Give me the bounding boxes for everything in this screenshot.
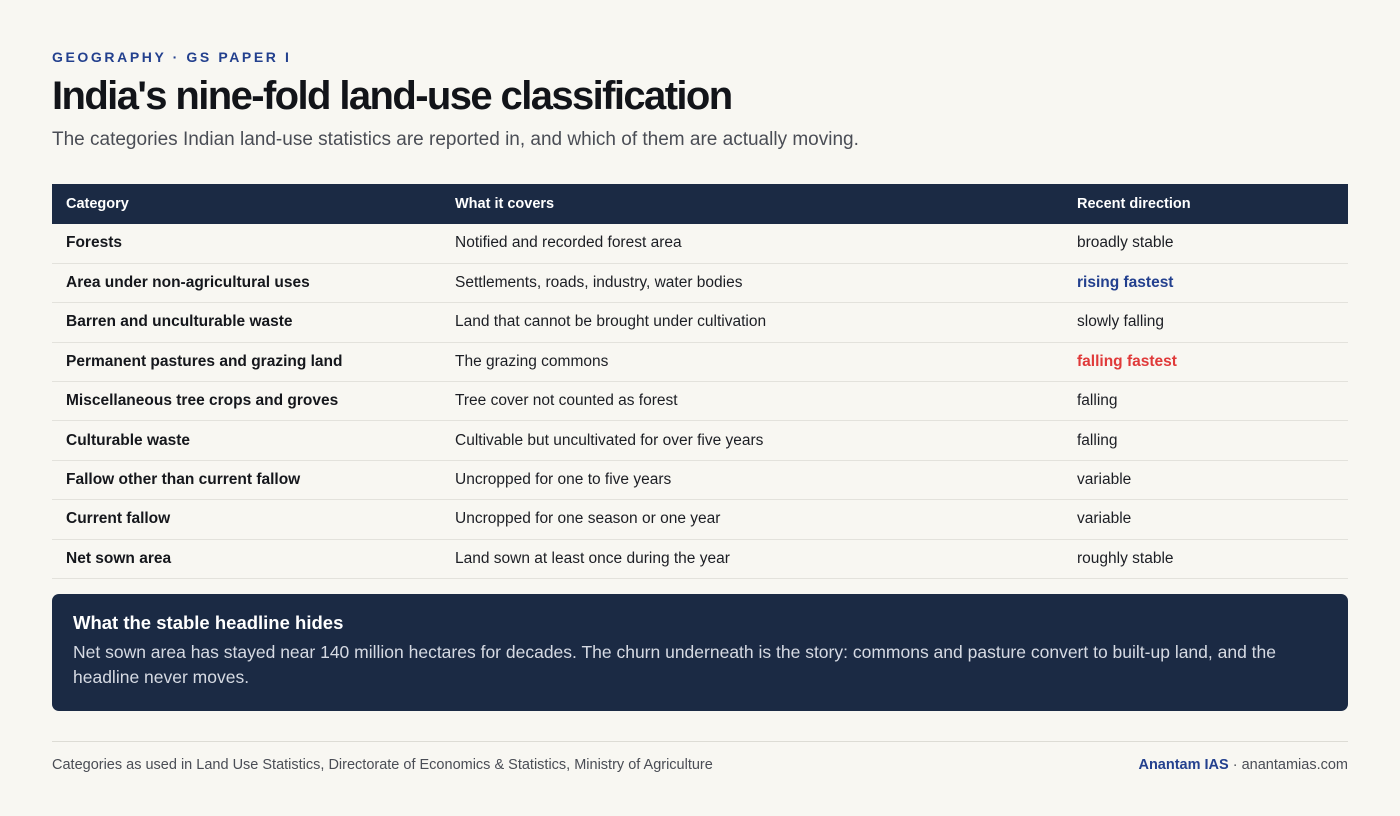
footer-divider bbox=[52, 741, 1348, 742]
callout-title: What the stable headline hides bbox=[73, 612, 344, 633]
direction-cell: roughly stable bbox=[1063, 539, 1348, 578]
direction-cell: slowly falling bbox=[1063, 303, 1348, 342]
category-cell: Miscellaneous tree crops and groves bbox=[52, 382, 441, 421]
covers-cell: Notified and recorded forest area bbox=[441, 224, 1063, 263]
table-row bbox=[52, 421, 1348, 460]
direction-cell: falling bbox=[1063, 421, 1348, 460]
table-row bbox=[52, 460, 1348, 499]
column-header-covers: What it covers bbox=[441, 184, 1063, 224]
page-title: India's nine-fold land-use classification bbox=[52, 74, 732, 118]
category-cell: Net sown area bbox=[52, 539, 441, 578]
covers-cell: Land that cannot be brought under cultivation bbox=[441, 303, 1063, 342]
footer-brand bbox=[1138, 757, 1348, 773]
column-header-direction: Recent direction bbox=[1063, 184, 1348, 224]
category-cell: Current fallow bbox=[52, 500, 441, 539]
direction-cell: variable bbox=[1063, 500, 1348, 539]
table-row bbox=[52, 303, 1348, 342]
covers-cell: Land sown at least once during the year bbox=[441, 539, 1063, 578]
category-cell: Forests bbox=[52, 224, 441, 263]
category-cell: Barren and unculturable waste bbox=[52, 303, 441, 342]
column-header-category: Category bbox=[52, 184, 441, 224]
footer-source-note: Categories as used in Land Use Statistics, Directorate of Economics & Statistics, Ministry of Agriculture bbox=[52, 757, 713, 773]
covers-cell: Uncropped for one to five years bbox=[441, 460, 1063, 499]
direction-cell: falling fastest bbox=[1063, 342, 1348, 381]
category-cell: Fallow other than current fallow bbox=[52, 460, 441, 499]
direction-cell: broadly stable bbox=[1063, 224, 1348, 263]
direction-cell: variable bbox=[1063, 460, 1348, 499]
covers-cell: The grazing commons bbox=[441, 342, 1063, 381]
table-row bbox=[52, 382, 1348, 421]
table-row bbox=[52, 342, 1348, 381]
page bbox=[52, 0, 1348, 816]
table-row bbox=[52, 224, 1348, 263]
brand-separator: · bbox=[1228, 757, 1242, 773]
covers-cell: Settlements, roads, industry, water bodies bbox=[441, 263, 1063, 302]
brand-url[interactable]: anantamias.com bbox=[1241, 757, 1348, 773]
land-use-table bbox=[52, 184, 1348, 579]
category-cell: Area under non-agricultural uses bbox=[52, 263, 441, 302]
table-body bbox=[52, 224, 1348, 579]
insight-callout bbox=[52, 594, 1348, 711]
category-cell: Permanent pastures and grazing land bbox=[52, 342, 441, 381]
covers-cell: Cultivable but uncultivated for over five years bbox=[441, 421, 1063, 460]
table-row bbox=[52, 263, 1348, 302]
table-header-row bbox=[52, 184, 1348, 224]
covers-cell: Uncropped for one season or one year bbox=[441, 500, 1063, 539]
callout-body: Net sown area has stayed near 140 million hectares for decades. The churn underneath is the story: commons and pasture convert to built-up land, and the headline never moves. bbox=[73, 642, 1277, 687]
direction-cell: falling bbox=[1063, 382, 1348, 421]
page-subtitle: The categories Indian land-use statistics are reported in, and which of them are actually moving. bbox=[52, 129, 859, 150]
category-cell: Culturable waste bbox=[52, 421, 441, 460]
table-row bbox=[52, 500, 1348, 539]
brand-name: Anantam IAS bbox=[1138, 757, 1229, 773]
table-row bbox=[52, 539, 1348, 578]
direction-cell: rising fastest bbox=[1063, 263, 1348, 302]
covers-cell: Tree cover not counted as forest bbox=[441, 382, 1063, 421]
section-eyebrow: GEOGRAPHY · GS PAPER I bbox=[52, 49, 292, 65]
